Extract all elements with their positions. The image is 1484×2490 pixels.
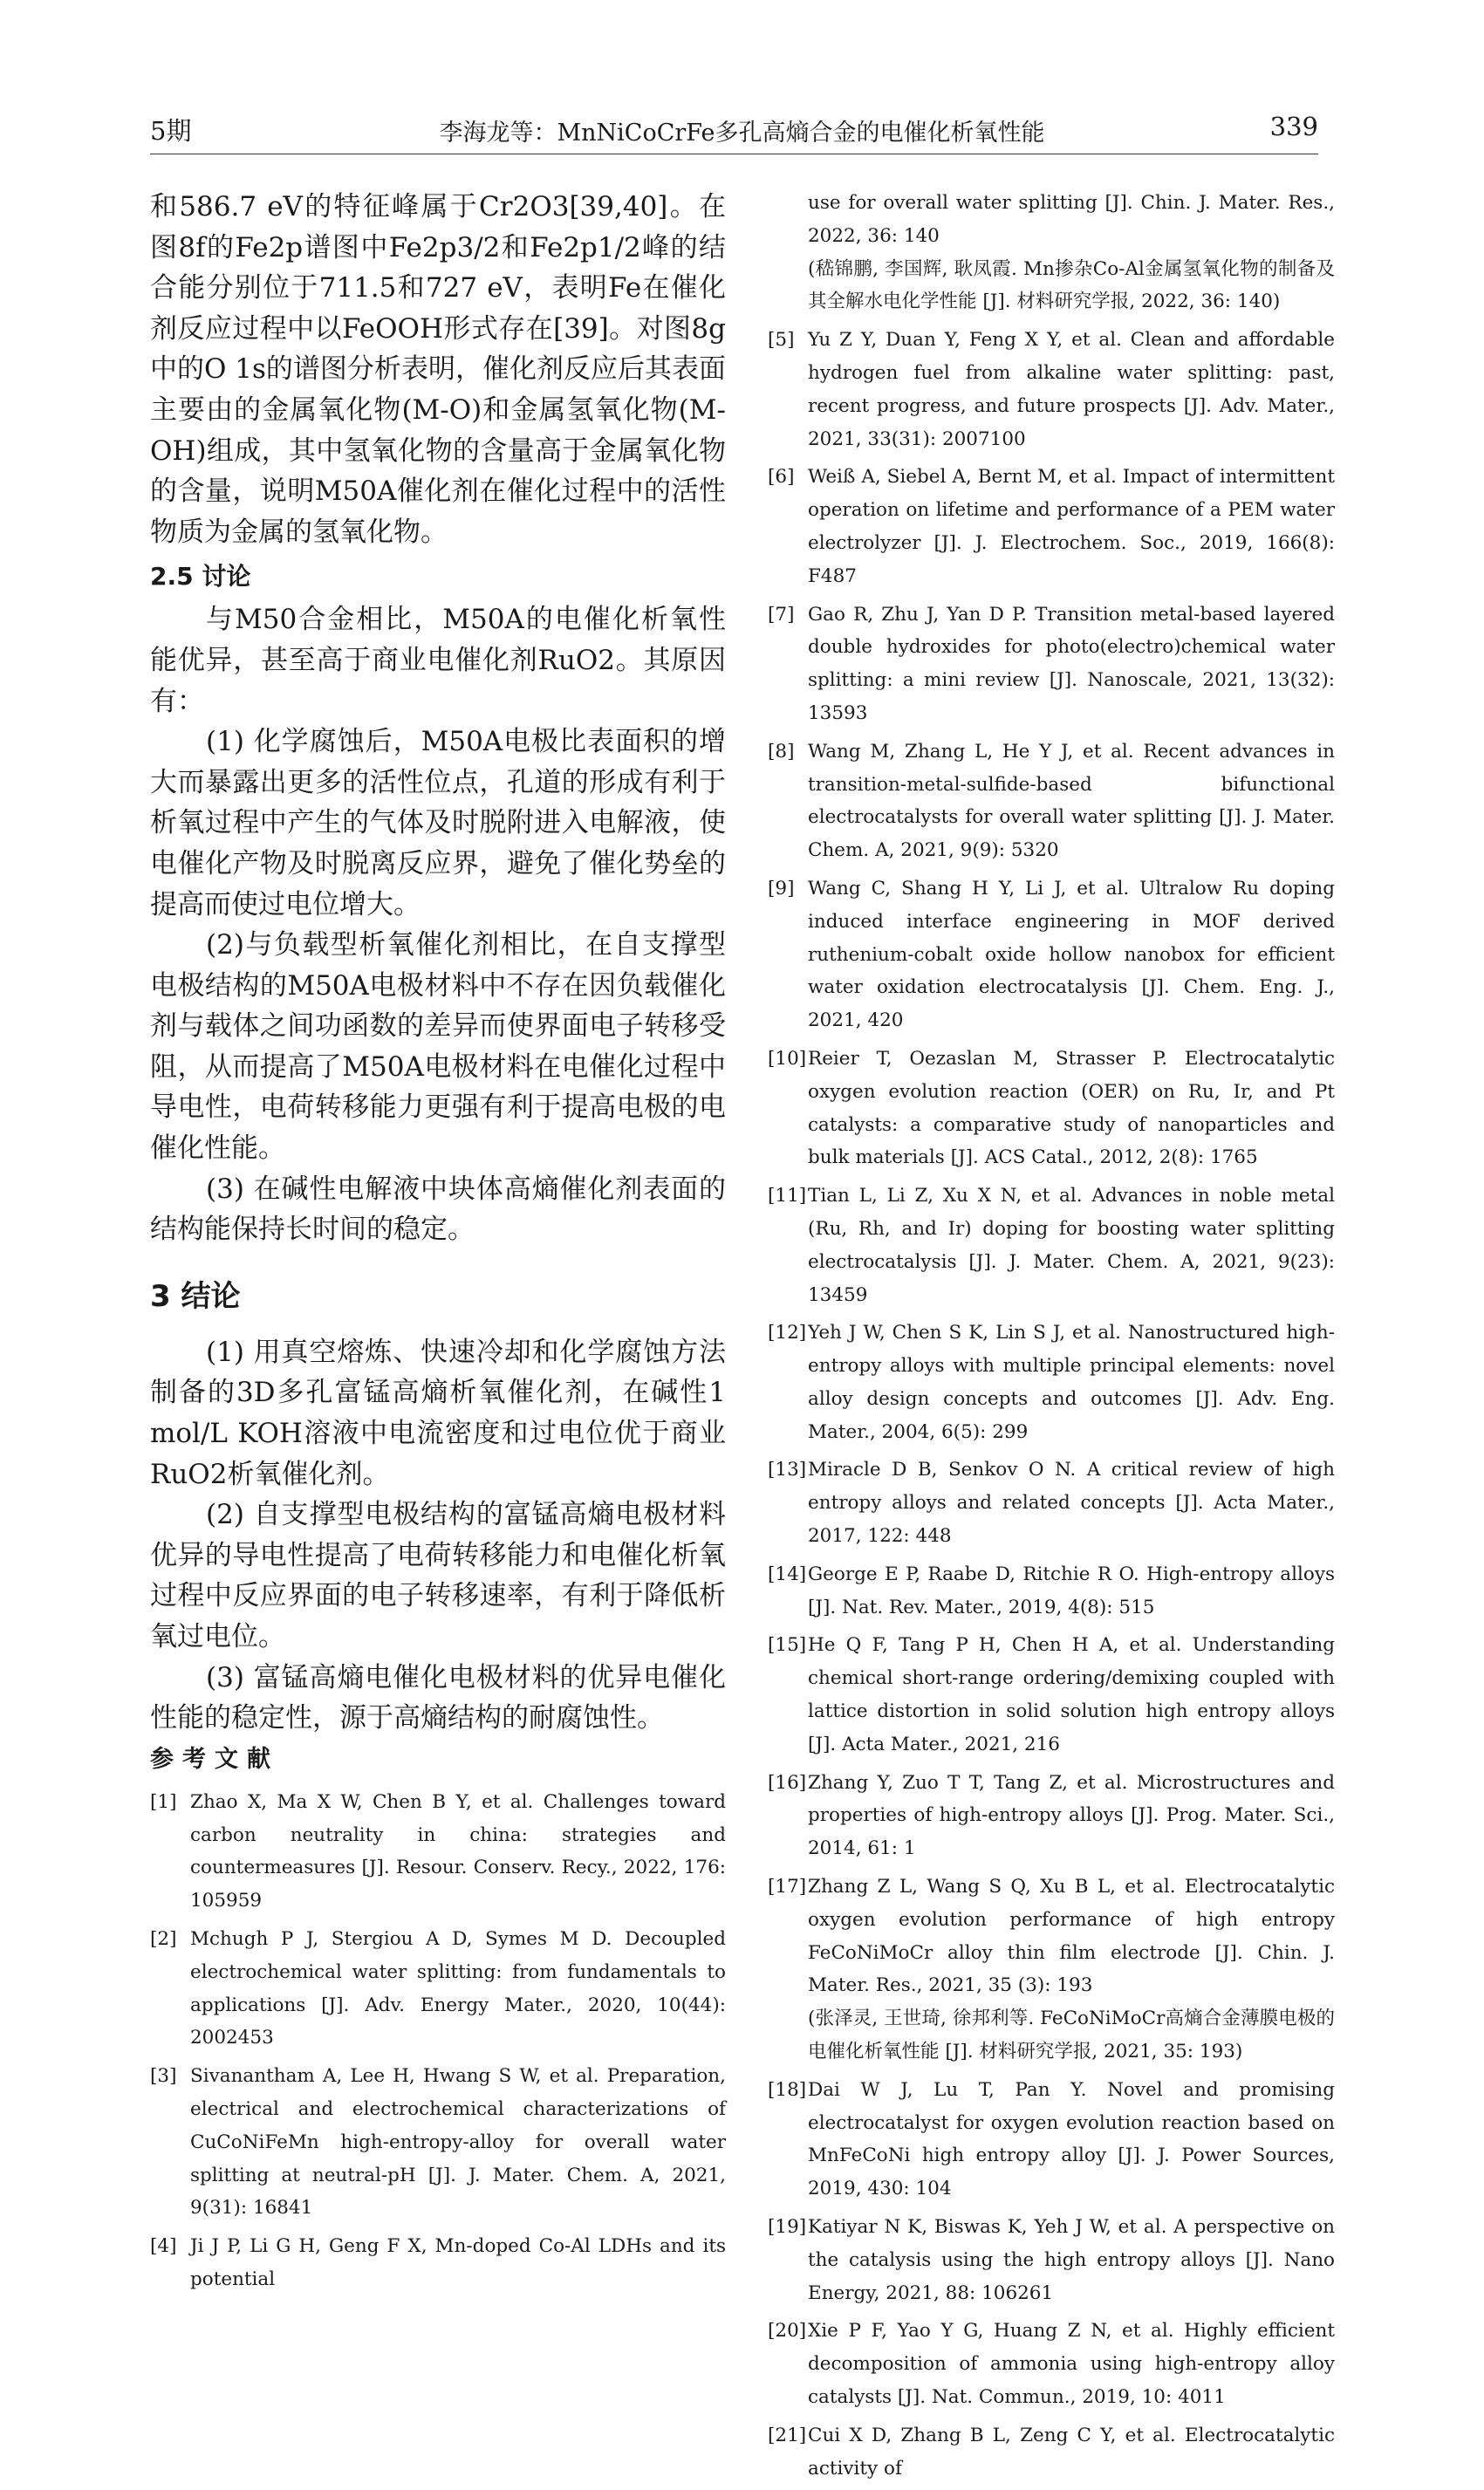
reference-text-block [808,1317,1335,1448]
reference-text: Mchugh P J, Stergiou A D, Symes M D. Decoupled electrochemical water splitting: from fundamentals to applications [J]. Adv. Energy Mater., 2020, 10(44): 2002453 [190,1927,726,2049]
reference-text: He Q F, Tang P H, Chen H A, et al. Understanding chemical short-range ordering/demixing coupled with lattice distortion in solid solution high entropy alloys [J]. Acta Mater., 2021, 216 [808,1634,1335,1755]
section-heading-2-5: 2.5 讨论 [150,562,251,592]
paragraph-discussion-intro: 与M50合金相比，M50A的电催化析氧性能优异，甚至高于商业电催化剂RuO2。其原因有： [150,604,726,717]
reference-text: Zhang Z L, Wang S Q, Xu B L, et al. Electrocatalytic oxygen evolution performance of high entropy FeCoNiMoCr alloy thin film electrode [J]. Chin. J. Mater. Res., 2021, 35 (3): 193 [808,1876,1335,1997]
reference-number [768,187,808,318]
reference-text-block [190,2230,726,2296]
reference-text: Miracle D B, Senkov O N. A critical review of high entropy alloys and related concepts [J]. Acta Mater., 2017, 122: 448 [808,1459,1335,1548]
reference-item [768,735,1335,867]
reference-text-block [190,1923,726,2055]
reference-number: [16] [768,1771,807,1794]
reference-text-block [808,1043,1335,1174]
reference-text-block [808,1558,1335,1625]
reference-text-block [808,2074,1335,2206]
reference-number: [2] [150,1927,177,1950]
reference-text: Weiß A, Siebel A, Bernt M, et al. Impact of intermittent operation on lifetime and performance of a PEM water electrolyzer [J]. J. Electrochem. Soc., 2019, 166(8): F487 [808,466,1335,587]
reference-text: Wang C, Shang H Y, Li J, et al. Ultralow Ru doping induced interface engineering in MOF derived ruthenium-cobalt oxide hollow nanobox for efficient water oxidation electrocatalysis [J]. Chem. Eng. J., 2021, 420 [808,877,1335,1032]
paragraph-reason-3: (3) 在碱性电解液中块体高熵催化剂表面的结构能保持长时间的稳定。 [150,1173,726,1246]
reference-text: Zhang Y, Zuo T T, Tang Z, et al. Microstructures and properties of high-entropy alloys [J]. Prog. Mater. Sci., 2014, 61: 1 [808,1771,1335,1860]
reference-text-block [808,2211,1335,2309]
reference-number: [10] [768,1047,807,1070]
reference-text-block [808,2419,1335,2486]
reference-number: [6] [768,466,795,489]
reference-item [768,872,1335,1037]
reference-item [768,461,1335,592]
reference-text: Gao R, Zhu J, Yan D P. Transition metal-based layered double hydroxides for photo(electro)chemical water splitting: a mini review [J]. Nanoscale, 2021, 13(32): 13593 [808,603,1335,724]
reference-text: Xie P F, Yao Y G, Huang Z N, et al. Highly efficient decomposition of ammonia using high-entropy alloy catalysts [J]. Nat. Commun., 2019, 10: 4011 [808,2320,1335,2408]
paragraph-conclusion-2: (2) 自支撑型电极结构的富锰高熵电极材料优异的导电性提高了电荷转移能力和电催化析氧过程中反应界面的电子转移速率，有利于降低析氧过电位。 [150,1499,726,1652]
paragraph-reason-2: (2)与负载型析氧催化剂相比，在自支撑型电极结构的M50A电极材料中不存在因负载催化剂与载体之间功函数的差异而使界面电子转移受阻，从而提高了M50A电极材料在电催化过程中导电性，电荷转移能力更强有利于提高电极的电催化性能。 [150,929,726,1165]
reference-text-block [808,1629,1335,1761]
reference-item [150,1786,726,1918]
reference-item [150,2060,726,2225]
reference-text: use for overall water splitting [J]. Chin. J. Mater. Res., 2022, 36: 140 [808,192,1335,247]
reference-text: George E P, Raabe D, Ritchie R O. High-entropy alloys [J]. Nat. Rev. Mater., 2019, 4(8): 515 [808,1563,1335,1618]
paragraph-xps-analysis: 和586.7 eV的特征峰属于Cr2O3[39,40]。在图8f的Fe2p谱图中Fe2p3/2和Fe2p1/2峰的结合能分别位于711.5和727 eV，表明Fe在催化剂反应过程中以FeOOH形式存在[39]。对图8g中的O 1s的谱图分析表明，催化剂反应后其表面主要由的金属氧化物(M-O)和金属氢氧化物(M-OH)组成，其中氢氧化物的含量高于金属氧化物的含量，说明M50A催化剂在催化过程中的活性物质为金属的氢氧化物。 [150,191,726,548]
reference-text-block [808,599,1335,730]
reference-text: Dai W J, Lu T, Pan Y. Novel and promising electrocatalyst for oxygen evolution reaction based on MnFeCoNi high entropy alloy [J]. J. Power Sources, 2019, 430: 104 [808,2078,1335,2200]
reference-number: [1] [150,1790,177,1813]
reference-text: Ji J P, Li G H, Geng F X, Mn-doped Co-Al LDHs and its potential [190,2235,726,2290]
reference-item [768,2419,1335,2486]
reference-item [768,187,1335,318]
reference-item [150,1923,726,2055]
issue-label: 5期 [150,116,192,146]
reference-item [768,1871,1335,2069]
reference-item [768,599,1335,730]
reference-item [768,1629,1335,1761]
reference-item [768,2315,1335,2413]
reference-number: [5] [768,329,795,352]
reference-text-block [808,1767,1335,1865]
reference-text-block [808,324,1335,455]
reference-number: [17] [768,1876,807,1898]
reference-item [768,1317,1335,1448]
reference-text-block [808,1871,1335,2069]
reference-text: Yu Z Y, Duan Y, Feng X Y, et al. Clean and affordable hydrogen fuel from alkaline water splitting: past, recent progress, and future prospects [J]. Adv. Mater., 2021, 33(31): 2007100 [808,329,1335,450]
reference-chinese-text: (嵇锦鹏, 李国辉, 耿凤霞. Mn掺杂Co-Al金属氢氧化物的制备及其全解水电化学性能 [J]. 材料研究学报, 2022, 36: 140) [808,257,1335,313]
reference-chinese-text: (张泽灵, 王世琦, 徐邦利等. FeCoNiMoCr高熵合金薄膜电极的电催化析氧性能 [J]. 材料研究学报, 2021, 35: 193) [808,2008,1335,2063]
left-column [150,187,726,2302]
reference-item [768,1043,1335,1174]
running-title: 李海龙等：MnNiCoCrFe多孔高熵合金的电催化析氧性能 [439,120,1045,147]
reference-number: [11] [768,1185,807,1207]
paragraph-reason-1: (1) 化学腐蚀后，M50A电极比表面积的增大而暴露出更多的活性位点，孔道的形成有利于析氧过程中产生的气体及时脱附进入电解液，使电催化产物及时脱离反应界，避免了催化势垒的提高而使过电位增大。 [150,726,726,920]
reference-number: [19] [768,2216,807,2239]
reference-text: Yeh J W, Chen S K, Lin S J, et al. Nanostructured high-entropy alloys with multiple principal elements: novel alloy design concepts and outcomes [J]. Adv. Eng. Mater., 2004, 6(5): 299 [808,1322,1335,1443]
reference-number: [21] [768,2424,807,2446]
reference-number: [7] [768,603,795,626]
reference-number: [14] [768,1563,807,1585]
reference-text: Tian L, Li Z, Xu X N, et al. Advances in noble metal (Ru, Rh, and Ir) doping for boosting water splitting electrocatalysis [J]. J. Mater. Chem. A, 2021, 9(23): 13459 [808,1185,1335,1306]
reference-item [768,1180,1335,1311]
page-header [0,0,1484,166]
paragraph-conclusion-1: (1) 用真空熔炼、快速冷却和化学腐蚀方法制备的3D多孔富锰高熵析氧催化剂，在碱性1 mol/L KOH溶液中电流密度和过电位优于商业RuO2析氧催化剂。 [150,1336,726,1490]
reference-number: [3] [150,2065,177,2088]
reference-item [768,1558,1335,1625]
reference-number: [9] [768,877,795,900]
section-heading-3: 3 结论 [150,1278,241,1314]
reference-number: [12] [768,1322,807,1344]
reference-item [768,1454,1335,1552]
reference-list-left [150,1786,726,2296]
reference-text-block [190,2060,726,2225]
right-column [768,187,1335,2490]
page-number: 339 [1269,112,1318,141]
reference-text-block [808,187,1335,318]
reference-item [768,2211,1335,2309]
reference-item [768,324,1335,455]
reference-number: [13] [768,1459,807,1481]
reference-text-block [808,872,1335,1037]
reference-text: Sivanantham A, Lee H, Hwang S W, et al. Preparation, electrical and electrochemical characterizations of CuCoNiFeMn high-entropy-alloy for overall water splitting at neutral-pH [J]. J. Mater. Chem. A, 2021, 9(31): 16841 [190,2065,726,2220]
reference-number: [20] [768,2320,807,2343]
reference-number: [8] [768,740,795,763]
reference-text-block [808,735,1335,867]
references-heading: 参考文献 [150,1745,279,1773]
reference-text: Wang M, Zhang L, He Y J, et al. Recent advances in transition-metal-sulfide-based bifunctional electrocatalysts for overall water splitting [J]. J. Mater. Chem. A, 2021, 9(9): 5320 [808,740,1335,862]
reference-text-block [808,1180,1335,1311]
reference-number: [4] [150,2235,177,2258]
reference-text-block [808,461,1335,592]
reference-text-block [190,1786,726,1918]
paragraph-conclusion-3: (3) 富锰高熵电催化电极材料的优异电催化性能的稳定性，源于高熵结构的耐腐蚀性。 [150,1661,726,1734]
reference-text-block [808,1454,1335,1552]
reference-item [150,2230,726,2296]
reference-text: Katiyar N K, Biswas K, Yeh J W, et al. A perspective on the catalysis using the high entropy alloys [J]. Nano Energy, 2021, 88: 106261 [808,2216,1335,2304]
reference-item [768,1767,1335,1865]
reference-list-right [768,187,1335,2485]
reference-text: Cui X D, Zhang B L, Zeng C Y, et al. Electrocatalytic activity of [808,2424,1335,2480]
reference-text: Zhao X, Ma X W, Chen B Y, et al. Challenges toward carbon neutrality in china: strategies and countermeasures [J]. Resour. Conserv. Recy., 2022, 176: 105959 [190,1790,726,1912]
reference-number: [18] [768,2078,807,2101]
reference-text: Reier T, Oezaslan M, Strasser P. Electrocatalytic oxygen evolution reaction (OER) on Ru, Ir, and Pt catalysts: a comparative study of nanoparticles and bulk materials [J]. ACS Catal., 2012, 2(8): 1765 [808,1047,1335,1169]
reference-text-block [808,2315,1335,2413]
reference-item [768,2074,1335,2206]
reference-number: [15] [768,1634,807,1657]
